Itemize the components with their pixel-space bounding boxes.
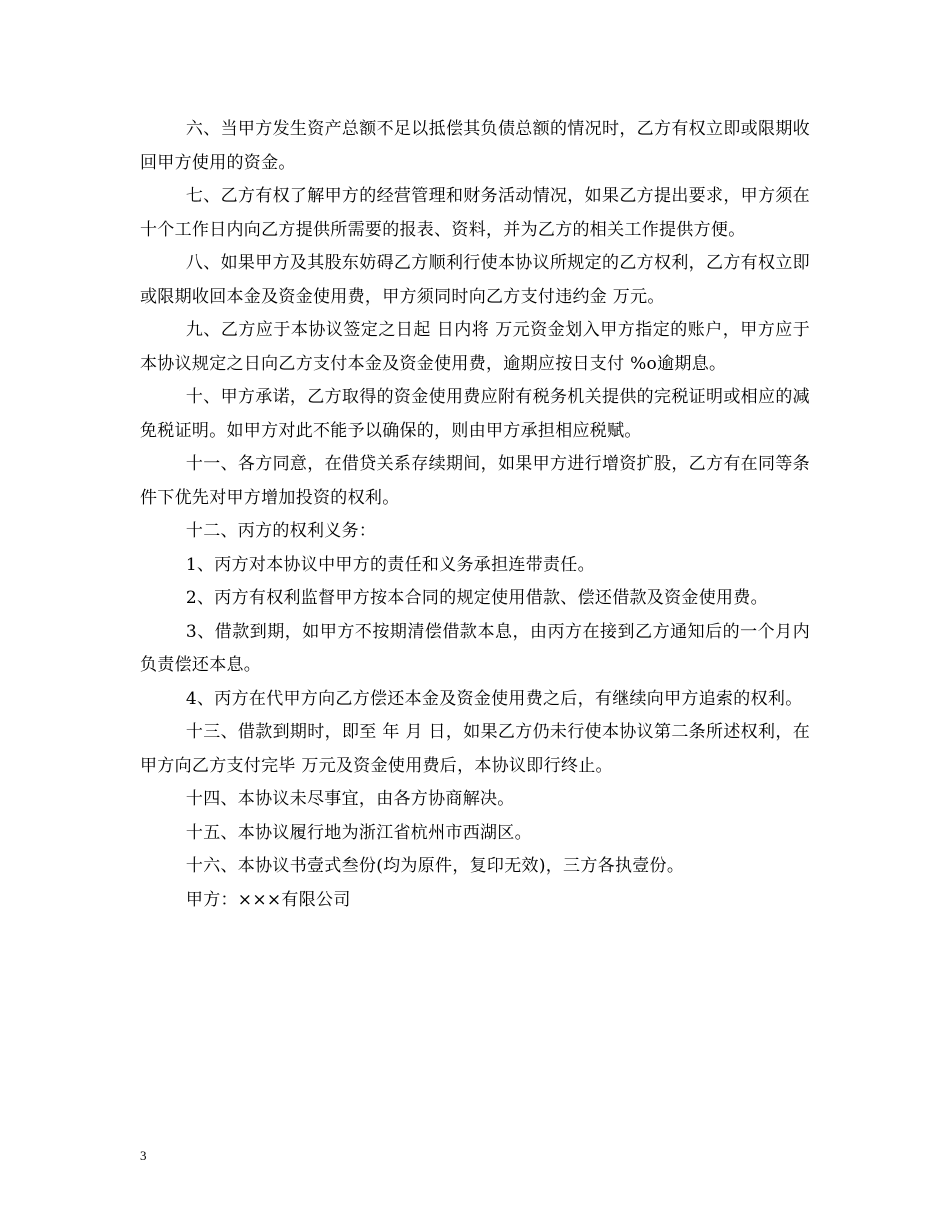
clause-12-item-1: 1、丙方对本协议中甲方的责任和义务承担连带责任。 <box>185 554 595 575</box>
clause-12-heading: 十二、丙方的权利义务： <box>185 521 377 541</box>
clause-11: 十一、各方同意，在借贷关系存续期间，如果甲方进行增资扩股，乙方有在同等条件下优先对甲方增加投资的权利。 <box>140 454 810 508</box>
clause-14: 十四、本协议未尽事宜，由各方协商解决。 <box>185 789 515 809</box>
clause-13: 十三、借款到期时，即至 年 月 日，如果乙方仍未行使本协议第二条所述权利，在甲方向乙方支付完毕 万元及资金使用费后，本协议即行终止。 <box>140 722 810 776</box>
clause-12-item-3: 3、借款到期，如甲方不按期清偿借款本息，由丙方在接到乙方通知后的一个月内负责偿还本息。 <box>140 621 810 675</box>
clause-7: 七、乙方有权了解甲方的经营管理和财务活动情况，如果乙方提出要求，甲方须在十个工作日内向乙方提供所需要的报表、资料，并为乙方的相关工作提供方便。 <box>140 186 810 240</box>
clause-12-item-4: 4、丙方在代甲方向乙方偿还本金及资金使用费之后，有继续向甲方追索的权利。 <box>185 688 803 709</box>
clause-6: 六、当甲方发生资产总额不足以抵偿其负债总额的情况时，乙方有权立即或限期收回甲方使用的资金。 <box>140 119 810 173</box>
clause-9: 九、乙方应于本协议签定之日起 日内将 万元资金划入甲方指定的账户，甲方应于本协议规定之日向乙方支付本金及资金使用费，逾期应按日支付 %o逾期息。 <box>140 320 810 374</box>
clause-15: 十五、本协议履行地为浙江省杭州市西湖区。 <box>185 822 532 843</box>
clause-8: 八、如果甲方及其股东妨碍乙方顺利行使本协议所规定的乙方权利，乙方有权立即或限期收回本金及资金使用费，甲方须同时向乙方支付违约金 万元。 <box>140 253 810 307</box>
clause-12-item-2: 2、丙方有权利监督甲方按本合同的规定使用借款、偿还借款及资金使用费。 <box>185 588 768 608</box>
clause-10: 十、甲方承诺，乙方取得的资金使用费应附有税务机关提供的完税证明或相应的减免税证明。如甲方对此不能予以确保的，则由甲方承担相应税赋。 <box>140 387 810 441</box>
page-number: 3 <box>140 1148 147 1163</box>
party-a-signature-line: 甲方：×××有限公司 <box>185 889 351 910</box>
clause-16: 十六、本协议书壹式叁份(均为原件，复印无效)，三方各执壹份。 <box>185 856 685 876</box>
document-body <box>140 113 810 917</box>
